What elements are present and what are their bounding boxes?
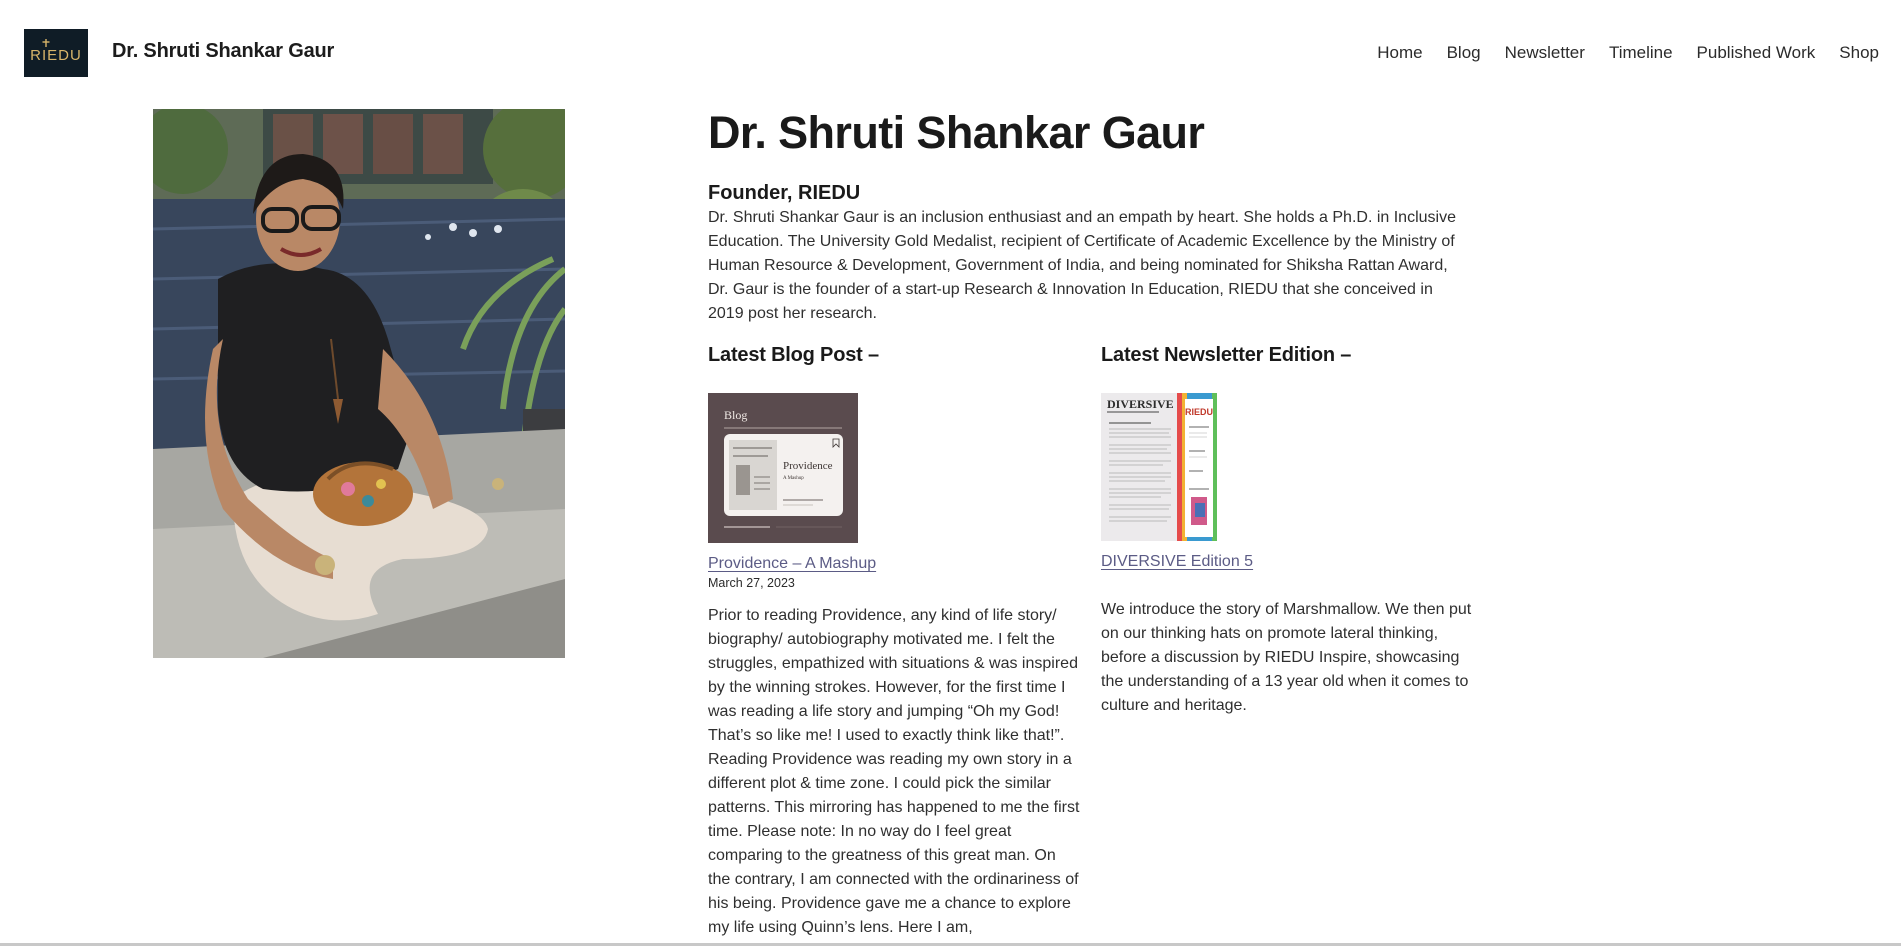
nav-newsletter[interactable]: Newsletter [1504,43,1585,62]
newsletter-post-link[interactable]: DIVERSIVE Edition 5 [1101,553,1254,570]
latest-blog-heading: Latest Blog Post – [708,344,879,366]
newsletter-thumbnail-image [1101,393,1217,541]
nav-timeline[interactable]: Timeline [1608,43,1673,62]
blog-post-link[interactable]: Providence – A Mashup [708,555,877,572]
nav-home[interactable]: Home [1377,43,1423,62]
blog-thumb-subtitle: A Mashup [783,476,804,481]
latest-blog-section [708,343,1080,940]
riedu-logo-icon [24,29,88,77]
main-content [708,105,1472,936]
newsletter-excerpt: We introduce the story of Marshmallow. We then put on our thinking hats on promote lateral thinking, before a discussion by RIEDU Inspire, showcasing the understanding of a 13 year old when it comes to culture and heritage. [1101,601,1472,714]
role-subtitle: Founder, RIEDU [708,182,861,204]
blog-post-date: March 27, 2023 [708,576,795,590]
main-nav [1377,43,1879,63]
latest-newsletter-section [1101,343,1473,718]
site-header [0,0,1901,100]
site-title[interactable]: Dr. Shruti Shankar Gaur [112,40,335,62]
riedu-logo[interactable] [24,29,88,77]
newsletter-thumb-masthead: DIVERSIVE [1107,397,1174,411]
portrait-photo [153,109,565,658]
bio-paragraph: Dr. Shruti Shankar Gaur is an inclusion enthusiast and an empath by heart. She holds a Ph.D. in Inclusive Education. The University Gold Medalist, recipient of Certificate of Academic Excellence by the Ministry of Human Resource & Development, Government of India, and being nominated for Shiksha Rattan Award, Dr. Gaur is the founder of a start-up Research & Innovation In Education, RIEDU that she conceived in 2019 post her research. [708,209,1456,322]
nav-blog[interactable]: Blog [1446,43,1481,62]
newsletter-thumbnail[interactable] [1101,393,1473,546]
newsletter-thumb-logo: RIEDU [1184,407,1214,417]
nav-published-work[interactable]: Published Work [1696,43,1816,62]
blog-thumb-label: Blog [724,408,748,422]
latest-newsletter-heading: Latest Newsletter Edition – [1101,344,1352,366]
riedu-logo-text: RIEDU [30,47,82,64]
blog-thumbnail-image [708,393,858,543]
nav-shop[interactable]: Shop [1839,43,1879,62]
blog-thumbnail[interactable] [708,393,1080,548]
blog-excerpt: Prior to reading Providence, any kind of life story/ biography/ autobiography motivated me. I felt the struggles, empathized with situations & was inspired by the winning strokes. However, for the first time I was reading a life story and jumping “Oh my God! That’s so like me! I used to exactly think like that!”. Reading Providence was reading my own story in a different plot & time zone. I could pick the similar patterns. This mirroring has happened to me the first time. Please note: In no way do I feel great comparing to the greatness of this great man. On the contrary, I am connected with the ordinariness of his being. Providence gave me a chance to explore my life using Quinn’s lens. Here I am, [708,607,1080,936]
page-title: Dr. Shruti Shankar Gaur [708,107,1205,158]
blog-thumb-title: Providence [783,460,833,472]
